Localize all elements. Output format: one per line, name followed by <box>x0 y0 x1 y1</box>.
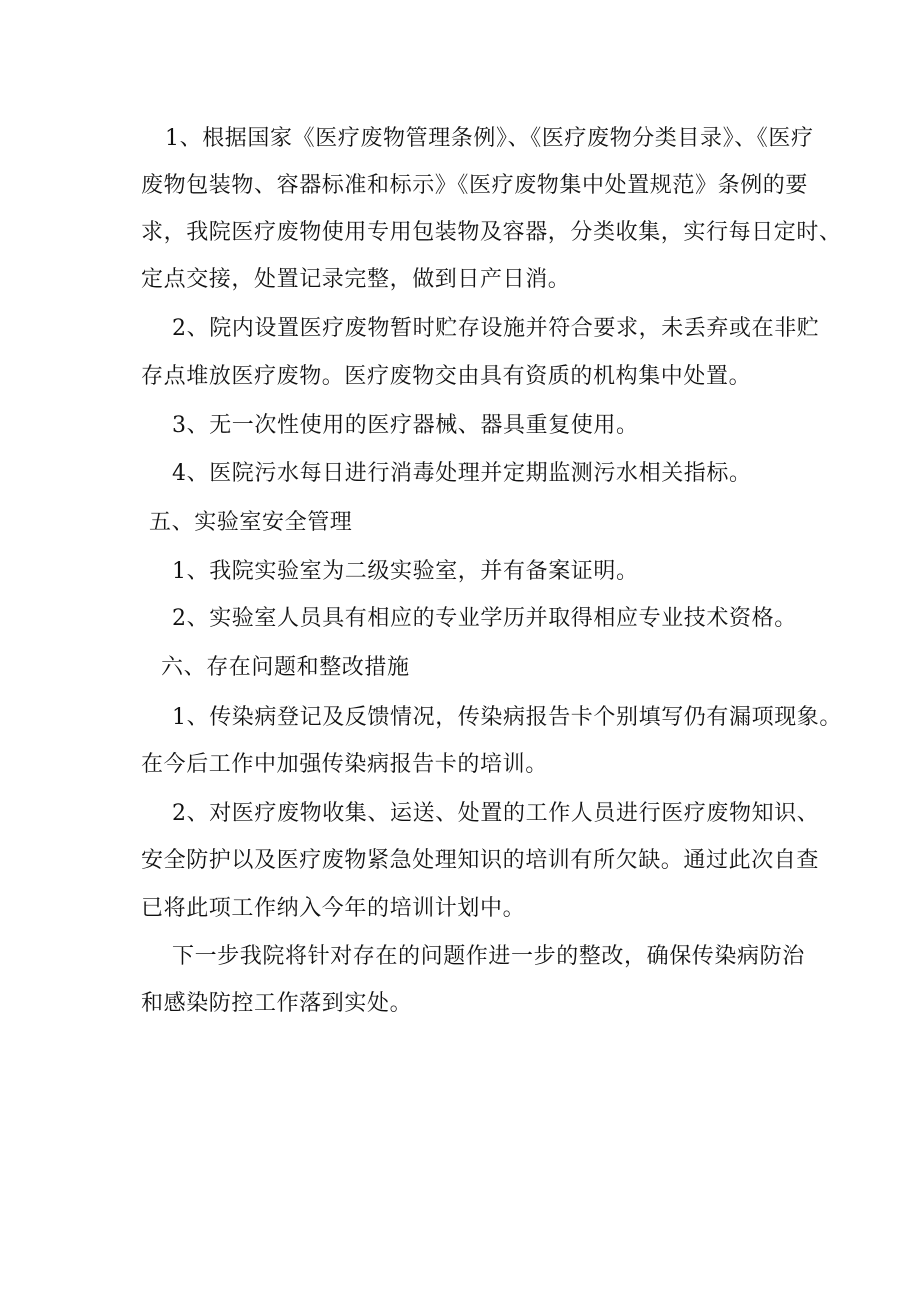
text-line: 1、我院实验室为二级实验室，并有备案证明。 <box>172 559 639 584</box>
text-line: 在今后工作中加强传染病报告卡的培训。 <box>141 752 548 777</box>
text-line: 3、无一次性使用的医疗器械、器具重复使用。 <box>172 413 639 438</box>
text-line: 1、根据国家《医疗废物管理条例》、《医疗废物分类目录》、《医疗 <box>165 126 814 151</box>
text-line: 废物包装物、容器标准和标示》《医疗废物集中处置规范》条例的要 <box>141 173 809 198</box>
section-heading: 五、实验室安全管理 <box>149 510 353 535</box>
text-line: 和感染防控工作落到实处。 <box>141 991 413 1016</box>
text-line: 存点堆放医疗废物。医疗废物交由具有资质的机构集中处置。 <box>141 364 752 389</box>
text-line: 已将此项工作纳入今年的培训计划中。 <box>141 896 526 921</box>
text-line: 1、传染病登记及反馈情况，传染病报告卡个别填写仍有漏项现象。 <box>172 705 842 730</box>
text-line: 定点交接，处置记录完整，做到日产日消。 <box>141 267 571 292</box>
text-line: 安全防护以及医疗废物紧急处理知识的培训有所欠缺。通过此次自查 <box>141 848 820 873</box>
text-line: 2、院内设置医疗废物暂时贮存设施并符合要求，未丢弃或在非贮 <box>172 316 820 341</box>
text-line: 4、医院污水每日进行消毒处理并定期监测污水相关指标。 <box>172 461 752 486</box>
text-line: 2、实验室人员具有相应的专业学历并取得相应专业技术资格。 <box>172 606 797 631</box>
text-line: 2、对医疗废物收集、运送、处置的工作人员进行医疗废物知识、 <box>172 801 820 826</box>
text-line: 求，我院医疗废物使用专用包装物及容器，分类收集，实行每日定时、 <box>141 220 842 245</box>
text-line: 下一步我院将针对存在的问题作进一步的整改，确保传染病防治 <box>172 944 805 969</box>
section-heading: 六、存在问题和整改措施 <box>161 655 410 680</box>
